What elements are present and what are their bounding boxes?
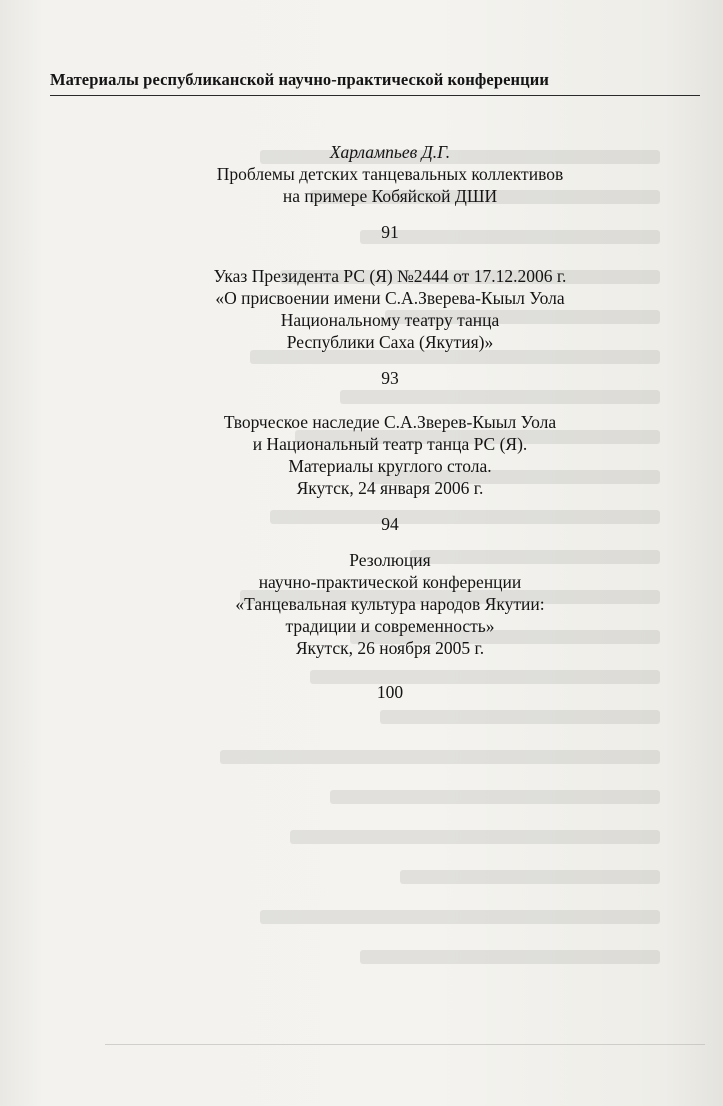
- entry-title-line: Якутск, 24 января 2006 г.: [296, 478, 484, 498]
- entry-title-line: Указ Президента РС (Я) №2444 от 17.12.2006 г.: [213, 266, 567, 286]
- entry-title-line: «О присвоении имени С.А.Зверева-Кыыл Уола: [215, 288, 565, 308]
- running-header: Материалы республиканской научно-практической конференции: [50, 70, 549, 89]
- entry-title-line: «Танцевальная культура народов Якутии:: [235, 594, 545, 614]
- entry-title-line: Творческое наследие С.А.Зверев-Кыыл Уола: [223, 412, 557, 432]
- entry-title-line: и Национальный театр танца РС (Я).: [252, 434, 528, 454]
- footer-rule: [105, 1044, 705, 1045]
- entry-title-line: научно-практической конференции: [258, 572, 522, 592]
- contents-entry: [100, 549, 680, 703]
- entry-page-number: 91: [381, 222, 399, 242]
- entry-page-number: 94: [381, 514, 399, 534]
- entry-title-line: традиции и современность»: [285, 616, 495, 636]
- contents-entry: [100, 411, 680, 535]
- contents-list: [100, 141, 680, 703]
- contents-entry: [100, 265, 680, 389]
- entry-title-line: Резолюция: [349, 550, 431, 570]
- contents-entry: [100, 141, 680, 243]
- entry-title-line: Материалы круглого стола.: [288, 456, 492, 476]
- entry-title-line: Республики Саха (Якутия)»: [286, 332, 494, 352]
- entry-author: Харлампьев Д.Г.: [329, 142, 451, 162]
- entry-page-number: 100: [376, 682, 404, 702]
- entry-title-line: Якутск, 26 ноября 2005 г.: [295, 638, 485, 658]
- entry-title-line: Проблемы детских танцевальных коллективов: [216, 164, 564, 184]
- header-rule: [50, 95, 700, 96]
- entry-title-line: на примере Кобяйской ДШИ: [282, 186, 498, 206]
- entry-page-number: 93: [381, 368, 399, 388]
- entry-title-line: Национальному театру танца: [280, 310, 500, 330]
